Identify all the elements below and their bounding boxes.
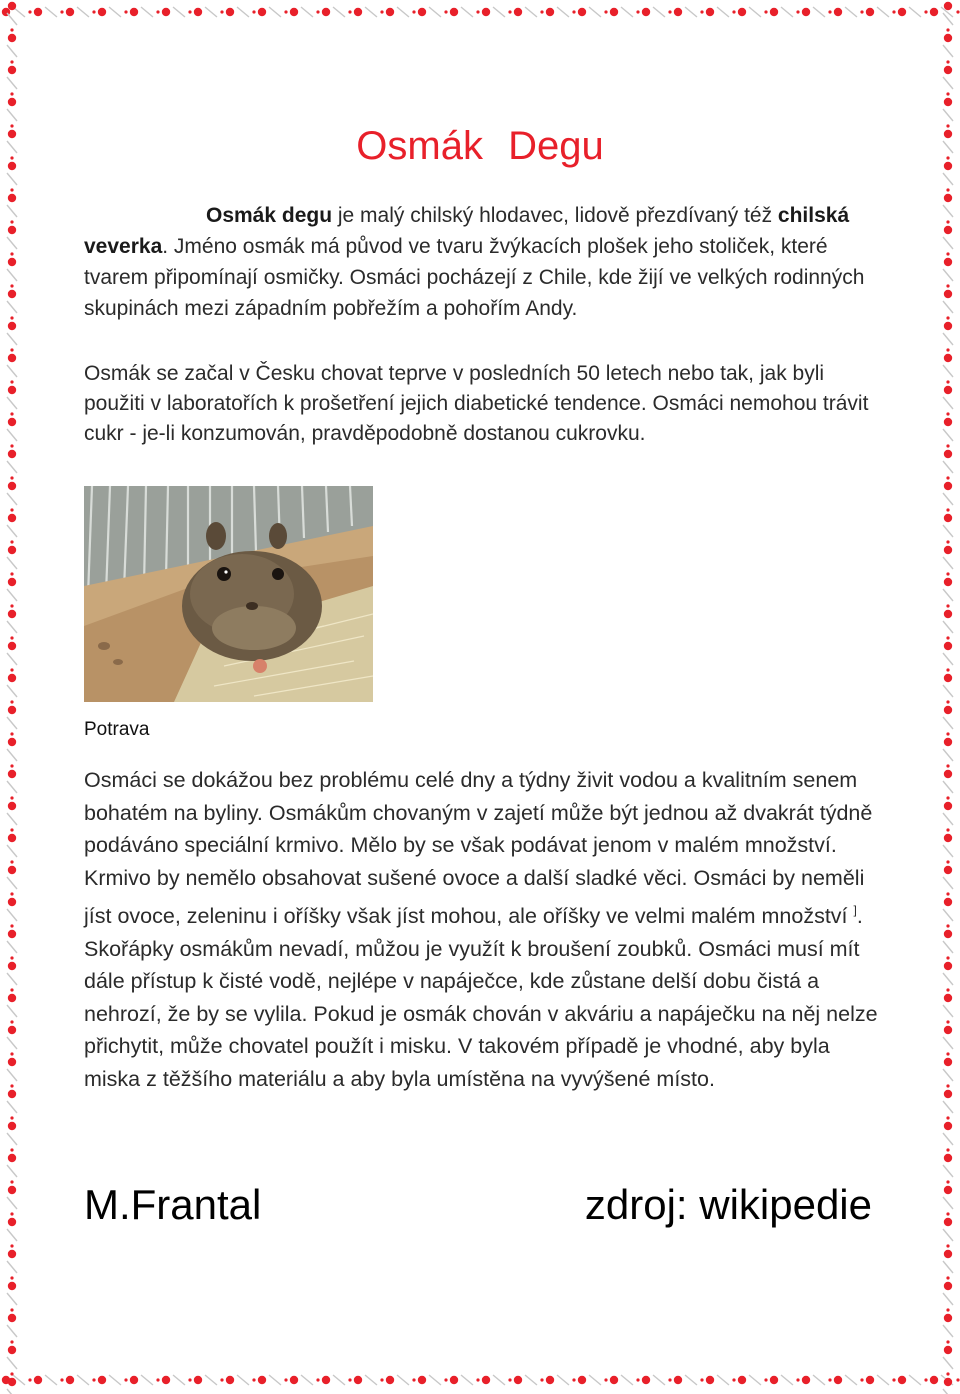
reference-mark: ] <box>853 903 857 917</box>
page-title: Osmák Degu <box>356 124 604 168</box>
intro-bold-nickname: chilská veverka <box>84 204 850 258</box>
source-credit: zdroj: wikipedie <box>584 1181 872 1228</box>
history-paragraph: Osmák se začal v Česku chovat teprve v posledních 50 letech nebo tak, jak byli použiti v laboratořích k prošetření jejich diabetické tendence. Osmáci nemohou trávit cukr - je-li konzumován, pravděpodobně dostanou cukrovku. <box>84 362 869 445</box>
intro-paragraph <box>84 200 884 324</box>
author-name: M.Frantal <box>84 1181 262 1228</box>
food-text-2: . Skořápky osmákům nevadí, můžou je využít k broušení zoubků. Osmáci musí mít dále přístup k čisté vodě, nejlépe v napáječce, kde zůstane delší dobu čistá a nehrozí, že by se vylila. Pokud je osmák chován v akváriu a napáječku na něj nelze přichytit, může chovatel použít i misku. V takovém případě je vhodné, aby byla miska z těžšího materiálu a aby byla umístěna na vyvýšené místo. <box>84 904 878 1091</box>
food-paragraph <box>84 764 884 1095</box>
food-text-1: Osmáci se dokážou bez problému celé dny a týdny živit vodou a kvalitním senem bohatém na byliny. Osmákům chovaným v zajetí může být jednou až dvakrát týdně podáváno speciální krmivo. Mělo by se však podávat jenom v malém množství. Krmivo by nemělo obsahovat sušené ovoce a další sladké věci. Osmáci by neměli jíst ovoce, zeleninu i oříšky však jíst mohou, ale oříšky ve velmi malém množství <box>84 768 873 928</box>
intro-bold-name: Osmák degu <box>206 204 333 227</box>
intro-text-1: je malý chilský hlodavec, lidově přezdívaný též <box>332 204 778 227</box>
degu-photo <box>84 486 373 702</box>
intro-text-2: . Jméno osmák má původ ve tvaru žvýkacích plošek jeho stoliček, které tvarem připomínají osmičky. Osmáci pocházejí z Chile, kde žijí ve velkých rodinných skupinách mezi západním pobřežím a pohořím Andy. <box>84 235 865 320</box>
section-heading-food: Potrava <box>84 719 150 740</box>
